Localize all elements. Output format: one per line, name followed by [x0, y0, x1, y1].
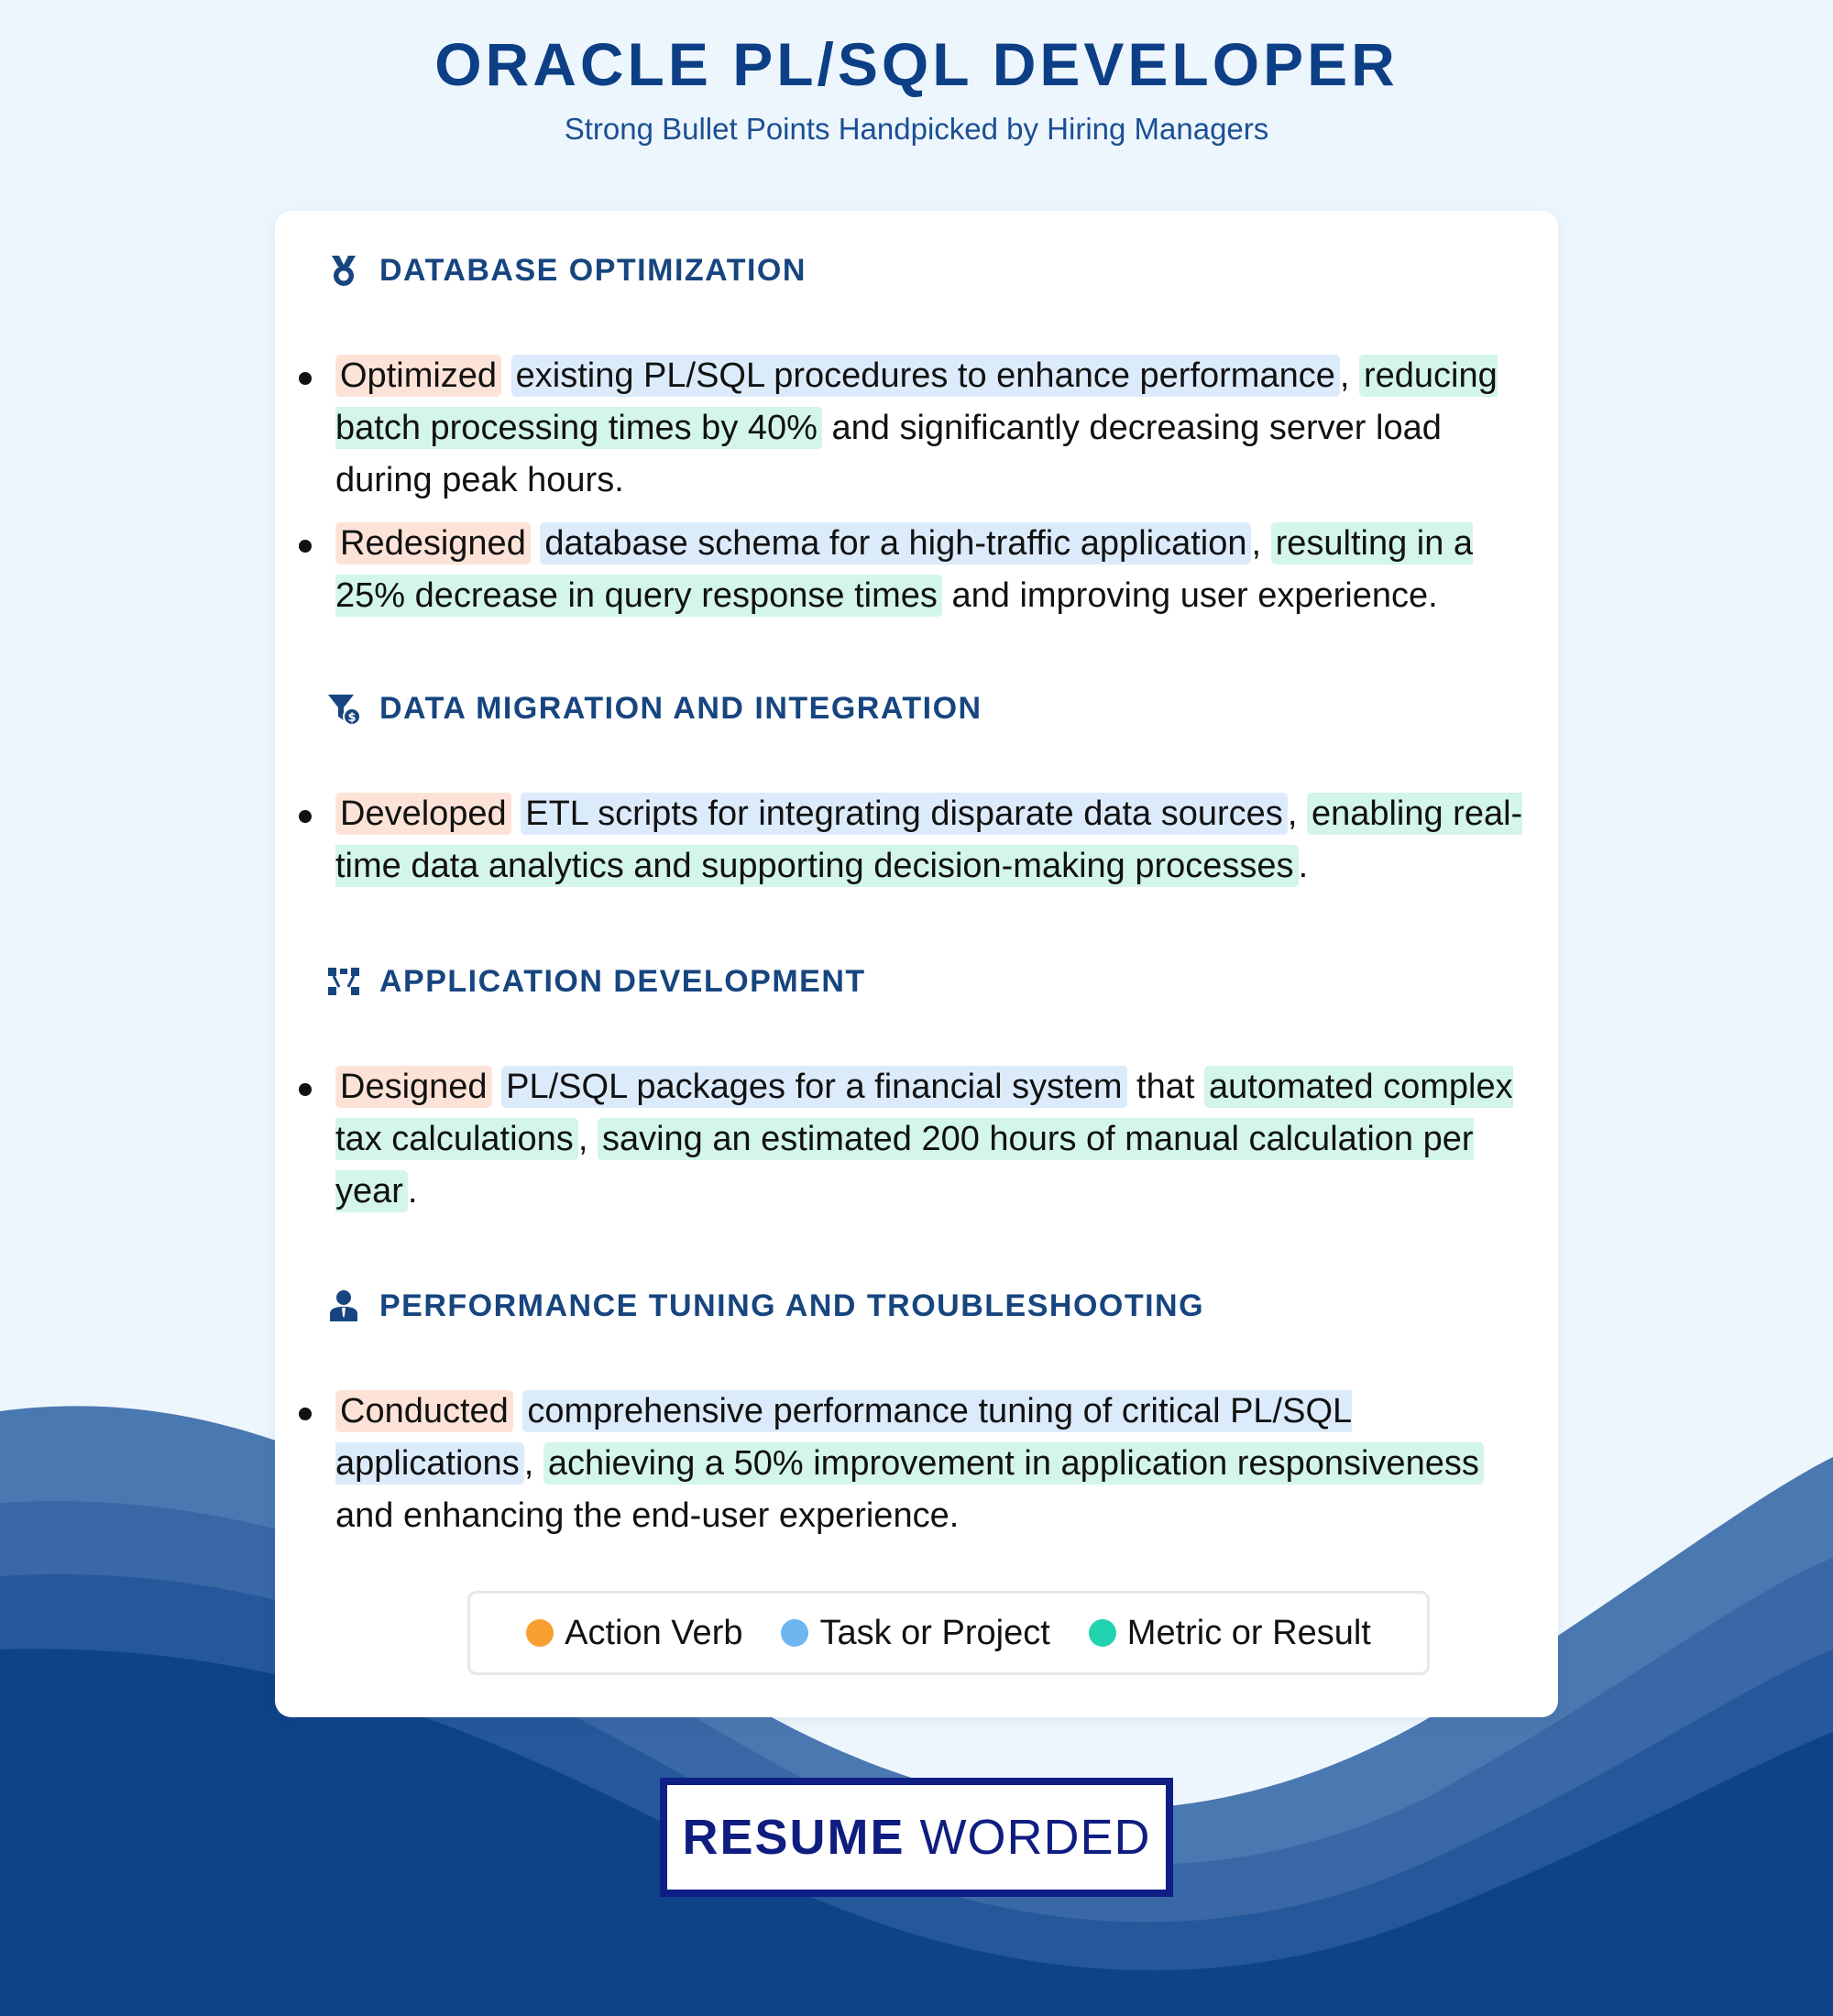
task-phrase: existing PL/SQL procedures to enhance performance	[511, 355, 1340, 397]
section-title: APPLICATION DEVELOPMENT	[379, 963, 866, 999]
svg-text:$: $	[347, 711, 357, 725]
legend-item-task	[781, 1614, 1049, 1653]
bullet-list	[326, 350, 1536, 622]
bullet-connector: ,	[1251, 524, 1271, 563]
funnel-dollar-icon	[326, 691, 361, 726]
section-title: DATABASE OPTIMIZATION	[379, 252, 807, 288]
bullet-list	[326, 788, 1536, 893]
bullet-list	[326, 1061, 1536, 1218]
bullet-connector: ,	[577, 1120, 598, 1158]
resume-worded-logo[interactable]	[660, 1778, 1173, 1897]
action-verb: Developed	[335, 793, 511, 835]
bullet-list	[326, 1386, 1536, 1542]
task-phrase: database schema for a high-traffic application	[540, 522, 1251, 564]
bullet-tail: and improving user experience.	[941, 576, 1438, 615]
action-verb: Designed	[335, 1066, 492, 1108]
bullet-item	[326, 518, 1527, 622]
blue-dot-icon	[781, 1619, 808, 1647]
bullet-connector: ,	[1287, 794, 1307, 833]
section-data-migration	[326, 685, 1536, 904]
section-title: DATA MIGRATION AND INTEGRATION	[379, 690, 982, 726]
legend-label: Metric or Result	[1126, 1613, 1371, 1652]
action-verb: Optimized	[335, 355, 501, 397]
page-subtitle: Strong Bullet Points Handpicked by Hiring Managers	[564, 112, 1269, 146]
task-phrase: PL/SQL packages for a financial system	[501, 1066, 1126, 1108]
section-performance-tuning	[326, 1283, 1536, 1553]
metric-phrase-secondary: saving an estimated 200 hours of manual calculation per year	[335, 1120, 1474, 1211]
legend-item-metric	[1089, 1614, 1371, 1653]
metric-phrase: reducing batch processing times by 40%	[335, 356, 1498, 447]
highlight-legend	[467, 1591, 1430, 1675]
section-header	[326, 685, 1536, 731]
bullet-tail: and enhancing the end-user experience.	[335, 1496, 960, 1535]
action-verb: Redesigned	[335, 522, 531, 564]
section-header	[326, 247, 1536, 293]
logo-light-text: WORDED	[919, 1810, 1151, 1865]
bullet-connector: ,	[523, 1444, 543, 1483]
bullet-tail: .	[407, 1172, 418, 1211]
legend-label: Action Verb	[565, 1613, 743, 1652]
bullet-connector: that	[1126, 1068, 1204, 1106]
bullet-connector: ,	[1339, 356, 1359, 395]
teal-dot-icon	[1089, 1619, 1116, 1647]
bullet-tail: .	[1298, 847, 1309, 885]
page-title: ORACLE PL/SQL DEVELOPER	[434, 30, 1399, 98]
section-header	[326, 959, 1536, 1004]
metric-phrase: automated complex tax calculations	[335, 1068, 1513, 1158]
user-tie-icon	[326, 1288, 361, 1323]
metric-phrase: enabling real-time data analytics and supporting decision-making processes	[335, 794, 1523, 885]
section-application-development	[326, 959, 1536, 1229]
bullet-item	[326, 1386, 1527, 1542]
action-verb: Conducted	[335, 1390, 513, 1432]
bullets-card	[275, 211, 1558, 1717]
section-title: PERFORMANCE TUNING AND TROUBLESHOOTING	[379, 1287, 1205, 1323]
metric-phrase: achieving a 50% improvement in application responsiveness	[543, 1442, 1484, 1485]
workflow-icon	[326, 964, 361, 999]
legend-item-action-verb	[526, 1614, 742, 1653]
bullet-item	[326, 1061, 1527, 1218]
orange-dot-icon	[526, 1619, 554, 1647]
task-phrase: comprehensive performance tuning of critical PL/SQL applications	[335, 1392, 1353, 1483]
section-header	[326, 1283, 1536, 1329]
medal-icon	[326, 253, 361, 288]
legend-label: Task or Project	[819, 1613, 1050, 1652]
metric-phrase: resulting in a 25% decrease in query response times	[335, 524, 1474, 615]
task-phrase: ETL scripts for integrating disparate data sources	[521, 793, 1288, 835]
bullet-item	[326, 788, 1527, 893]
bullet-item	[326, 350, 1527, 507]
bullet-tail: and significantly decreasing server load during peak hours.	[335, 409, 1442, 499]
section-database-optimization	[326, 247, 1536, 633]
logo-bold-text: RESUME	[682, 1810, 906, 1865]
